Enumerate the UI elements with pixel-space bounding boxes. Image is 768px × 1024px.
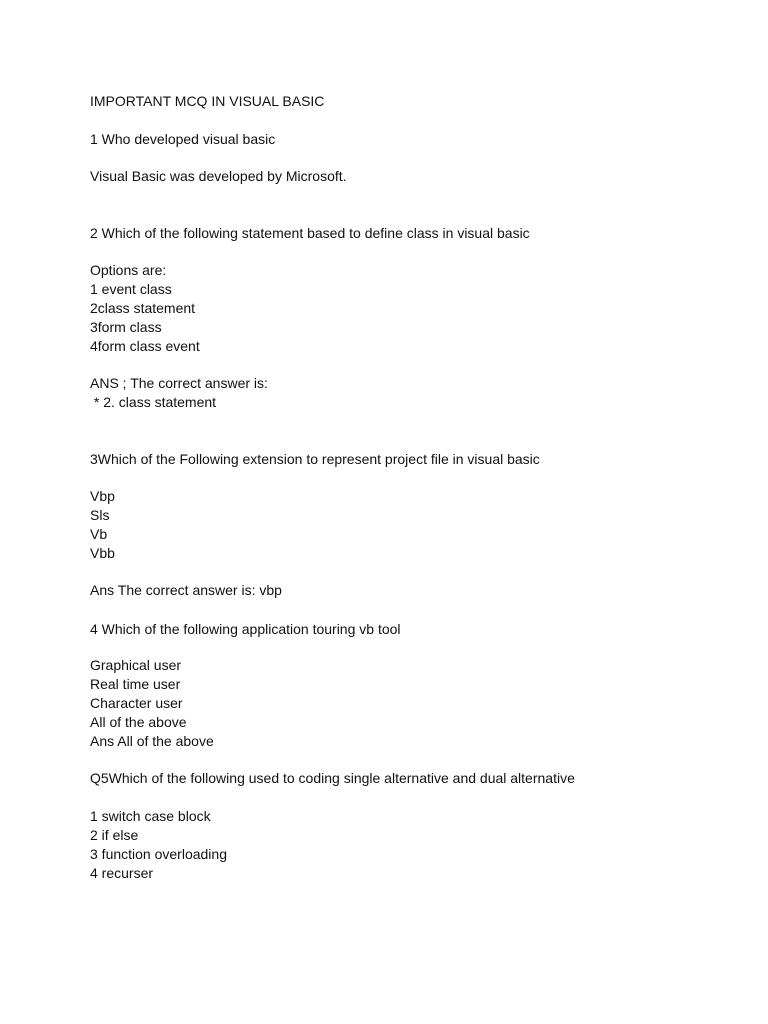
- q2-option-2: 2class statement: [90, 300, 196, 316]
- q3-option-1: Vbp: [90, 488, 115, 504]
- answer-4: Ans All of the above: [90, 733, 214, 749]
- q3-option-2: Sls: [90, 507, 110, 523]
- q2-option-4: 4form class event: [90, 338, 200, 354]
- q2-option-3: 3form class: [90, 319, 162, 335]
- question-1: 1 Who developed visual basic: [90, 131, 276, 147]
- q4-option-1: Graphical user: [90, 657, 182, 673]
- q5-option-1: 1 switch case block: [90, 808, 211, 824]
- answer-label-2: ANS ; The correct answer is:: [90, 375, 268, 391]
- q3-option-4: Vbb: [90, 545, 115, 561]
- q2-option-1: 1 event class: [90, 281, 172, 297]
- question-4: 4 Which of the following application touring vb tool: [90, 621, 401, 637]
- q5-option-3: 3 function overloading: [90, 846, 227, 862]
- document-title: IMPORTANT MCQ IN VISUAL BASIC: [90, 93, 325, 109]
- q4-option-4: All of the above: [90, 714, 187, 730]
- answer-2: * 2. class statement: [90, 394, 217, 410]
- answer-1: Visual Basic was developed by Microsoft.: [90, 168, 347, 184]
- q4-option-2: Real time user: [90, 676, 181, 692]
- question-3: 3Which of the Following extension to represent project file in visual basic: [90, 451, 540, 467]
- question-5: Q5Which of the following used to coding single alternative and dual alternative: [90, 770, 575, 786]
- question-2: 2 Which of the following statement based to define class in visual basic: [90, 225, 530, 241]
- q3-option-3: Vb: [90, 526, 108, 542]
- q5-option-2: 2 if else: [90, 827, 139, 843]
- q4-option-3: Character user: [90, 695, 183, 711]
- options-label-2: Options are:: [90, 262, 167, 278]
- answer-3: Ans The correct answer is: vbp: [90, 582, 282, 598]
- q5-option-4: 4 recurser: [90, 865, 154, 881]
